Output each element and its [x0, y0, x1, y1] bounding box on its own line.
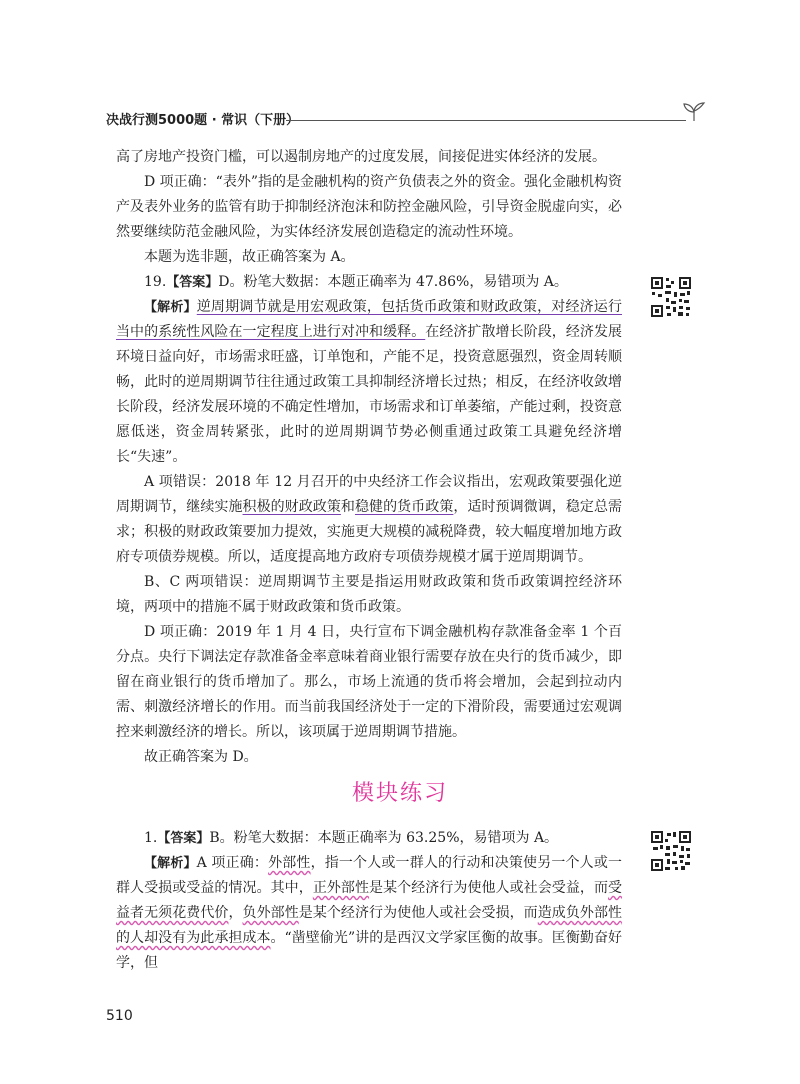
analysis-text: ，指一个人或一群人的行动和决策使另一个人或一群人受损或受益的情况。其中， — [116, 855, 623, 896]
top-text-block — [116, 145, 622, 770]
term-externality: 外部性 — [268, 855, 311, 871]
answer-text: B。粉笔大数据：本题正确率为 63.25%，易错项为 A。 — [209, 830, 559, 846]
answer-tag: 【答案】 — [166, 275, 219, 290]
running-header — [106, 107, 706, 131]
option-a-join: 和 — [340, 499, 355, 515]
qr-code-icon[interactable] — [650, 830, 692, 872]
q19-final-answer: 故正确答案为 D。 — [144, 749, 258, 765]
term-cost: 造成负外部性的人却没有为此承担成本 — [116, 905, 623, 946]
analysis-tag: 【解析】 — [144, 856, 197, 871]
analysis-text: A 项正确： — [196, 855, 269, 871]
analysis-text: 是某个经济行为使他人或社会受损，而 — [298, 905, 538, 921]
q19-option-a — [116, 470, 622, 570]
analysis-text: ， — [228, 905, 243, 921]
q19-analysis — [116, 295, 622, 470]
q1-answer-line — [116, 826, 622, 851]
answer-tag: 【答案】 — [157, 831, 210, 846]
paragraph-option-d: D 项正确：“表外”指的是金融机构的资产负债表之外的资金。强化金融机构资产及表外业务的监管有助于抑制经济泡沫和防控金融风险，引导资金脱虚向实，必然要继续防范金融风险，为实体经济发展创造稳定的流动性环境。 — [116, 174, 622, 240]
header-rule — [286, 120, 686, 121]
paragraph-conclusion: 本题为选非题，故正确答案为 A。 — [144, 249, 355, 265]
analysis-text: 是某个经济行为使他人或社会受益，而 — [369, 880, 609, 896]
question-number: 1. — [144, 830, 158, 846]
question-number: 19. — [144, 274, 167, 290]
underlined-monetary-policy: 稳健的货币政策 — [354, 499, 454, 515]
term-positive-externality: 正外部性 — [312, 880, 370, 896]
analysis-tag: 【解析】 — [144, 300, 197, 315]
page-number: 510 — [106, 1008, 133, 1024]
q1-analysis — [116, 851, 622, 976]
q19-answer-line — [116, 270, 622, 295]
sprout-icon — [681, 101, 707, 123]
book-title: 决战行测5000题 · 常识（下册） — [106, 109, 305, 128]
key-point-underlined: 逆周期调节就是用宏观政策，包括货币政策和财政政策，对经济运行当中的系统性风险在一定程度上进行对冲和缓释。 — [116, 299, 622, 340]
option-a-text: A 项错误：2018 年 12 月召开的中央经济工作会议指出，宏观政策要强化逆周期调节，继续实施 — [116, 474, 622, 515]
section-heading: 模块练习 — [351, 781, 448, 806]
term-beneficiary: 受益者无须花费代价 — [116, 880, 623, 921]
q19-option-bc: B、C 两项错误：逆周期调节主要是指运用财政政策和货币政策调控经济环境，两项中的措施不属于财政政策和货币政策。 — [116, 574, 622, 615]
answer-text: D。粉笔大数据：本题正确率为 47.86%，易错项为 A。 — [218, 274, 568, 290]
paragraph-continuation: 高了房地产投资门槛，可以遏制房地产的过度发展，间接促进实体经济的发展。 — [116, 149, 606, 165]
bottom-text-block — [116, 826, 622, 976]
analysis-text: 在经济扩散增长阶段，经济发展环境日益向好，市场需求旺盛，订单饱和，产能不足，投资意愿强烈，资金周转顺畅，此时的逆周期调节往往通过政策工具抑制经济增长过热；相反，在经济收敛增长阶段，经济发展环境的不确定性增加，市场需求和订单萎缩，产能过剩，投资意愿低迷，资金周转紧张，此时的逆周期调节势必侧重通过政策工具避免经济增长“失速”。 — [116, 324, 623, 465]
qr-code-icon[interactable] — [650, 276, 692, 318]
underlined-fiscal-policy: 积极的财政政策 — [242, 499, 341, 515]
analysis-text: 。“凿壁偷光”讲的是西汉文学家匡衡的故事。匡衡勤奋好学，但 — [116, 930, 622, 971]
term-negative-externality: 负外部性 — [242, 905, 299, 921]
option-a-rest: ，适时预调微调，稳定总需求；积极的财政政策要加力提效，实施更大规模的减税降费，较大幅度增加地方政府专项债券规模。所以，适度提高地方政府专项债券规模才属于逆周期调节。 — [116, 499, 623, 565]
q19-option-d: D 项正确：2019 年 1 月 4 日，央行宣布下调金融机构存款准备金率 1 个百分点。央行下调法定存款准备金率意味着商业银行需要存放在央行的货币减少，即留在商业银行的货币增加了。那么，市场上流通的货币将会增加，会起到拉动内需、刺激经济增长的作用。而当前我国经济处于一定的下滑阶段，需要通过宏观调控来刺激经济的增长。所以，该项属于逆周期调节措施。 — [116, 624, 622, 740]
